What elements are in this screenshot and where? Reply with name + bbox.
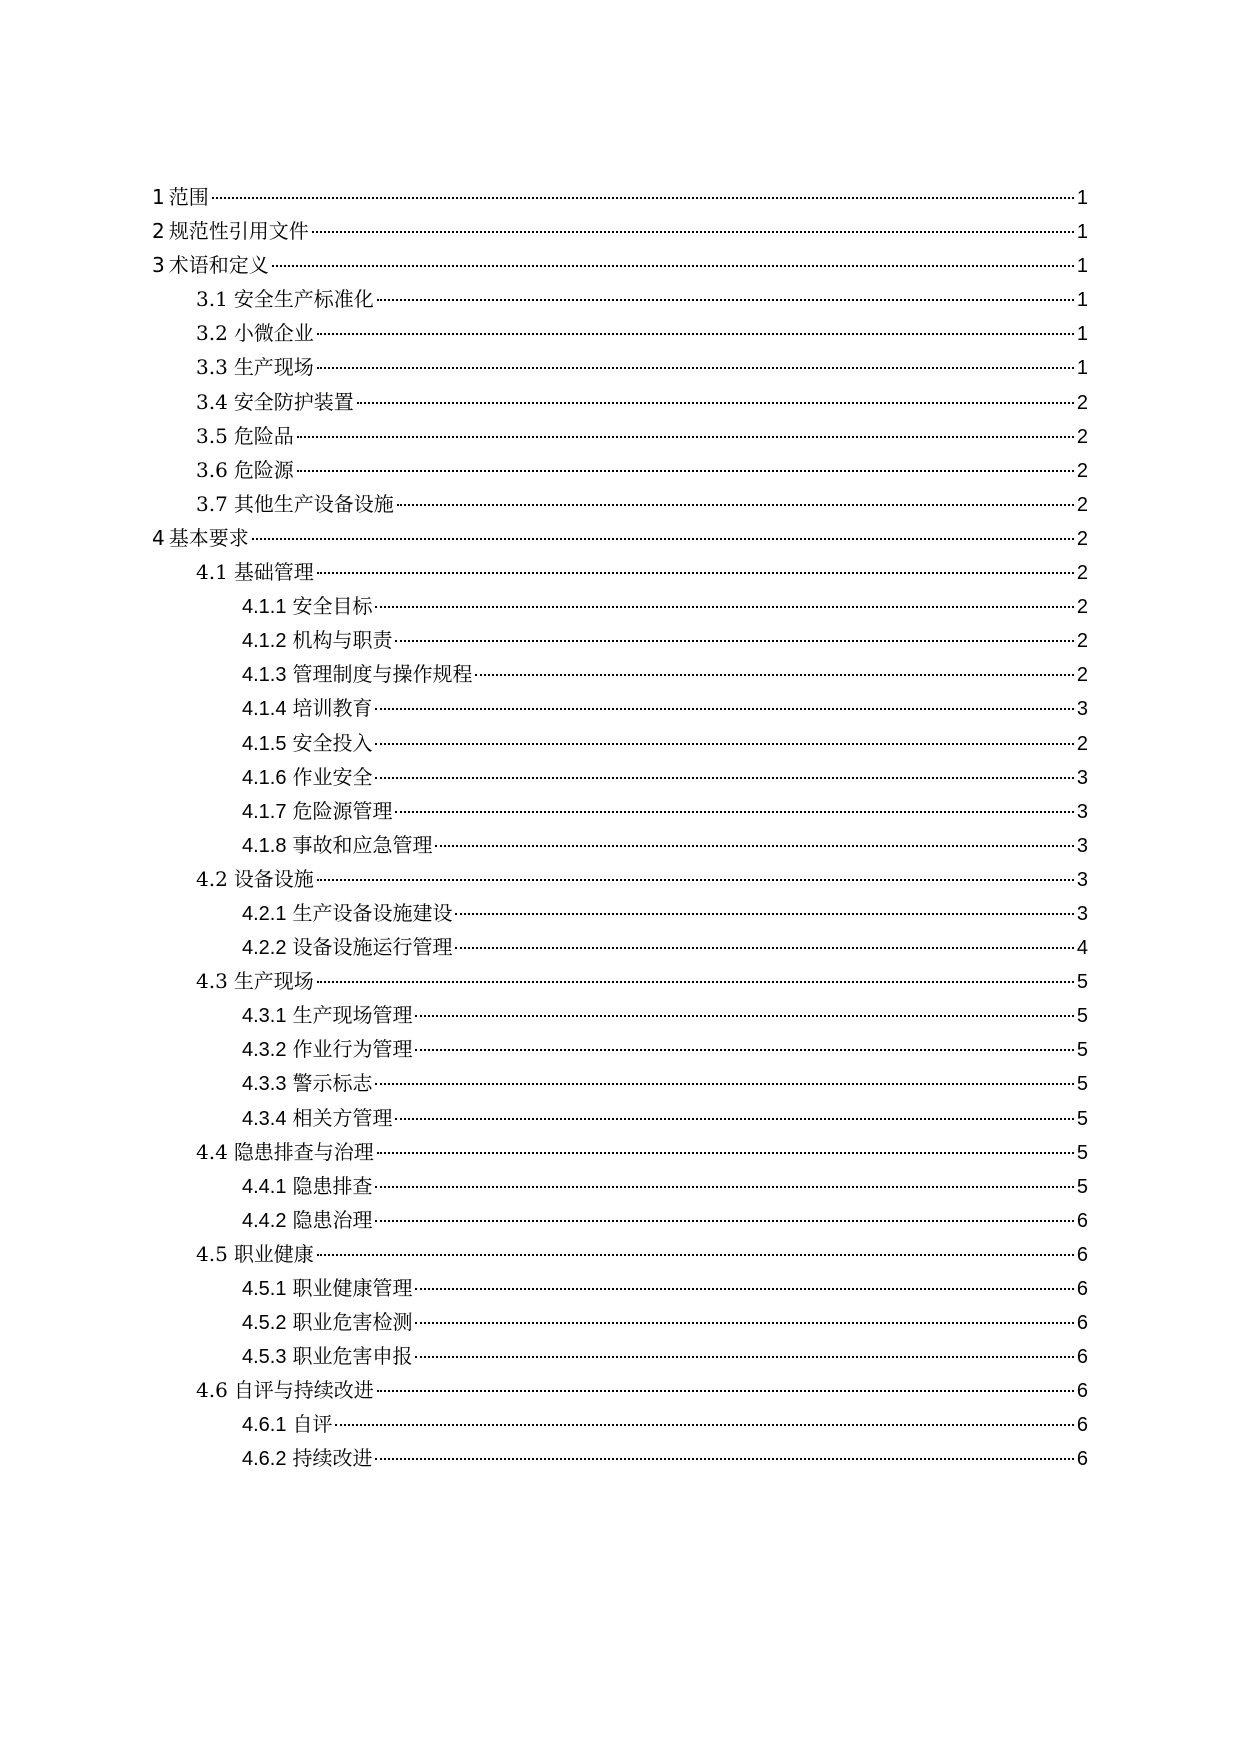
toc-entry-page-number: 1 [1076, 357, 1088, 380]
toc-entry-number: 4.1.1 [242, 596, 287, 619]
toc-entry-number: 4.3.1 [242, 1005, 287, 1028]
toc-entry-title: 隐患治理 [292, 1207, 373, 1232]
toc-entry[interactable] [152, 521, 1088, 555]
toc-entry-page-number: 2 [1076, 527, 1088, 550]
toc-entry[interactable] [152, 794, 1088, 828]
toc-entry-page-number: 6 [1076, 1312, 1088, 1335]
toc-entry-number: 4.6.2 [242, 1448, 287, 1471]
toc-entry-number: 4.3.2 [242, 1039, 287, 1062]
toc-dot-leader [377, 299, 1074, 301]
toc-entry-title: 生产设备设施建设 [292, 900, 453, 925]
toc-dot-leader [375, 1458, 1073, 1460]
toc-entry-page-number: 2 [1076, 596, 1088, 619]
toc-entry-number: 4.1.6 [242, 766, 287, 789]
toc-entry[interactable] [152, 1339, 1088, 1373]
toc-dot-leader [395, 811, 1073, 813]
toc-entry-number: 4.4.2 [242, 1209, 287, 1232]
toc-dot-leader [377, 1152, 1074, 1154]
toc-entry[interactable] [152, 862, 1088, 896]
toc-entry-number: 4.2.2 [242, 937, 287, 960]
toc-entry[interactable] [152, 1441, 1088, 1475]
toc-entry-number: 1 [152, 185, 165, 209]
toc-entry-title: 安全投入 [292, 730, 373, 755]
toc-entry-title: 范围 [168, 185, 209, 209]
toc-entry-title: 警示标志 [292, 1071, 373, 1096]
toc-entry[interactable] [152, 419, 1088, 453]
toc-entry-number: 4.1.7 [242, 800, 287, 823]
toc-entry-number: 4.3.3 [242, 1073, 287, 1096]
toc-entry-title: 危险源 [233, 457, 294, 482]
toc-entry[interactable] [152, 691, 1088, 725]
toc-entry[interactable] [152, 1305, 1088, 1339]
toc-entry[interactable] [152, 1407, 1088, 1441]
toc-dot-leader [317, 367, 1074, 369]
toc-entry-page-number: 6 [1076, 1380, 1088, 1403]
toc-entry-page-number: 3 [1076, 800, 1088, 823]
toc-dot-leader [212, 197, 1074, 199]
toc-entry-page-number: 6 [1076, 1346, 1088, 1369]
toc-entry-title: 职业危害申报 [292, 1344, 413, 1369]
toc-entry-page-number: 5 [1076, 1107, 1088, 1130]
toc-entry-page-number: 6 [1076, 1209, 1088, 1232]
toc-dot-leader [357, 402, 1074, 404]
toc-entry[interactable] [152, 1032, 1088, 1066]
toc-entry-page-number: 1 [1076, 323, 1088, 346]
toc-entry-title: 生产现场 [233, 355, 314, 380]
toc-list [152, 180, 1088, 1476]
toc-entry-page-number: 1 [1076, 221, 1088, 244]
toc-entry-page-number: 1 [1076, 187, 1088, 209]
toc-entry-title: 生产现场管理 [292, 1003, 413, 1028]
toc-entry-page-number: 4 [1076, 937, 1088, 960]
toc-dot-leader [395, 640, 1073, 642]
toc-entry[interactable] [152, 1135, 1088, 1169]
toc-entry-title: 危险源管理 [292, 798, 393, 823]
toc-entry-title: 安全生产标准化 [233, 287, 374, 312]
toc-entry[interactable] [152, 726, 1088, 760]
toc-entry[interactable] [152, 964, 1088, 998]
toc-entry-title: 相关方管理 [292, 1105, 393, 1130]
toc-entry-page-number: 2 [1076, 459, 1088, 482]
toc-entry-number: 3.1 [196, 287, 228, 312]
toc-entry-title: 危险品 [233, 423, 294, 448]
toc-entry-title: 作业行为管理 [292, 1037, 413, 1062]
toc-entry-title: 持续改进 [292, 1446, 373, 1471]
toc-dot-leader [377, 1390, 1074, 1392]
toc-entry[interactable] [152, 1101, 1088, 1135]
toc-entry[interactable] [152, 1066, 1088, 1100]
toc-dot-leader [335, 1424, 1073, 1426]
toc-dot-leader [317, 572, 1074, 574]
toc-entry[interactable] [152, 316, 1088, 350]
toc-entry-title: 职业危害检测 [292, 1310, 413, 1335]
toc-entry-page-number: 3 [1076, 834, 1088, 857]
toc-entry-title: 职业健康管理 [292, 1276, 413, 1300]
toc-dot-leader [375, 606, 1073, 608]
toc-entry-number: 4.1.4 [242, 698, 287, 721]
toc-entry-page-number: 3 [1076, 766, 1088, 789]
toc-dot-leader [375, 743, 1073, 745]
toc-entry[interactable] [152, 453, 1088, 487]
toc-dot-leader [317, 333, 1074, 335]
toc-dot-leader [415, 1356, 1073, 1358]
toc-entry[interactable] [152, 589, 1088, 623]
toc-dot-leader [317, 981, 1074, 983]
toc-entry[interactable] [152, 248, 1088, 282]
toc-dot-leader [395, 1118, 1073, 1120]
table-of-contents [152, 180, 1088, 1476]
toc-entry-title: 隐患排查 [292, 1173, 373, 1198]
toc-entry[interactable] [152, 487, 1088, 521]
toc-dot-leader [297, 470, 1074, 472]
toc-entry-page-number: 6 [1076, 1414, 1088, 1437]
toc-entry[interactable] [152, 896, 1088, 930]
toc-entry-title: 机构与职责 [292, 628, 393, 653]
toc-entry-number: 3 [152, 253, 165, 278]
toc-dot-leader [317, 879, 1074, 881]
toc-dot-leader [415, 1049, 1073, 1051]
toc-entry-page-number: 2 [1076, 425, 1088, 448]
toc-entry-number: 3.7 [196, 491, 228, 516]
toc-dot-leader [435, 845, 1073, 847]
toc-entry-number: 3.5 [196, 423, 228, 448]
toc-entry-number: 3.6 [196, 457, 228, 482]
toc-dot-leader [375, 777, 1073, 779]
toc-entry-title: 其他生产设备设施 [233, 491, 394, 516]
toc-entry[interactable] [152, 385, 1088, 419]
toc-dot-leader [415, 1322, 1073, 1324]
toc-entry-page-number: 5 [1076, 971, 1088, 994]
toc-entry-page-number: 1 [1076, 289, 1088, 312]
toc-entry-title: 自评 [292, 1412, 333, 1437]
toc-entry-number: 4.1.8 [242, 834, 287, 857]
toc-entry-page-number: 5 [1076, 1005, 1088, 1028]
toc-entry-number: 4.1.3 [242, 664, 287, 687]
toc-entry-title: 培训教育 [292, 696, 373, 721]
toc-entry-title: 安全防护装置 [233, 389, 354, 414]
toc-entry[interactable] [152, 657, 1088, 691]
toc-entry-title: 生产现场 [233, 969, 314, 994]
toc-entry[interactable] [152, 214, 1088, 248]
toc-entry-title: 术语和定义 [168, 253, 269, 278]
toc-dot-leader [475, 674, 1073, 676]
toc-entry[interactable] [152, 180, 1088, 214]
toc-dot-leader [397, 504, 1074, 506]
toc-entry-number: 3.4 [196, 389, 228, 414]
toc-entry-number: 3.3 [196, 355, 228, 380]
toc-entry[interactable] [152, 282, 1088, 316]
toc-entry-page-number: 5 [1076, 1175, 1088, 1198]
toc-entry[interactable] [152, 350, 1088, 384]
toc-entry-page-number: 2 [1076, 562, 1088, 585]
toc-entry[interactable] [152, 930, 1088, 964]
toc-entry-page-number: 2 [1076, 664, 1088, 687]
toc-entry-number: 4.1.2 [242, 630, 287, 653]
toc-entry-title: 管理制度与操作规程 [292, 662, 473, 687]
toc-entry-title: 事故和应急管理 [292, 832, 433, 857]
toc-entry[interactable] [152, 1373, 1088, 1407]
toc-entry-number: 4.5 [196, 1241, 228, 1266]
toc-entry-number: 4.2 [196, 866, 228, 891]
toc-entry-number: 4.4 [196, 1139, 228, 1164]
toc-entry-number: 4.3.4 [242, 1107, 287, 1130]
toc-entry-page-number: 3 [1076, 902, 1088, 925]
toc-entry-title: 小微企业 [233, 321, 314, 346]
toc-entry[interactable] [152, 555, 1088, 589]
toc-entry-number: 3.2 [196, 321, 228, 346]
toc-entry-page-number: 2 [1076, 732, 1088, 755]
toc-entry[interactable] [152, 1271, 1088, 1305]
toc-entry-page-number: 2 [1076, 630, 1088, 653]
toc-entry-title: 安全目标 [292, 594, 373, 619]
toc-entry[interactable] [152, 828, 1088, 862]
toc-entry-page-number: 2 [1076, 493, 1088, 516]
toc-dot-leader [375, 1186, 1073, 1188]
toc-entry-number: 4.6 [196, 1378, 228, 1403]
toc-entry[interactable] [152, 1203, 1088, 1237]
toc-entry-number: 4.5.1 [242, 1278, 287, 1300]
toc-dot-leader [375, 1220, 1073, 1222]
toc-entry-page-number: 5 [1076, 1039, 1088, 1062]
toc-entry-page-number: 5 [1076, 1141, 1088, 1164]
toc-entry-title: 基础管理 [233, 560, 314, 585]
toc-entry[interactable] [152, 760, 1088, 794]
toc-entry-number: 4.6.1 [242, 1414, 287, 1437]
toc-entry-title: 作业安全 [292, 764, 373, 789]
toc-dot-leader [375, 1083, 1073, 1085]
toc-entry[interactable] [152, 1169, 1088, 1203]
toc-entry-number: 4.5.2 [242, 1312, 287, 1335]
toc-entry-title: 规范性引用文件 [168, 219, 309, 244]
toc-entry-page-number: 3 [1076, 868, 1088, 891]
toc-dot-leader [375, 708, 1073, 710]
toc-entry-page-number: 3 [1076, 698, 1088, 721]
toc-dot-leader [272, 265, 1074, 267]
toc-entry[interactable] [152, 623, 1088, 657]
toc-dot-leader [455, 913, 1073, 915]
toc-entry-number: 4.2.1 [242, 902, 287, 925]
toc-entry-page-number: 6 [1076, 1448, 1088, 1471]
toc-entry-page-number: 1 [1076, 255, 1088, 278]
toc-dot-leader [252, 538, 1074, 540]
toc-entry-title: 基本要求 [168, 525, 249, 550]
toc-dot-leader [297, 436, 1074, 438]
toc-entry-page-number: 6 [1076, 1278, 1088, 1300]
toc-entry-title: 职业健康 [233, 1241, 314, 1266]
toc-entry-number: 4.5.3 [242, 1346, 287, 1369]
toc-dot-leader [317, 1254, 1074, 1256]
toc-entry-number: 4.3 [196, 969, 228, 994]
toc-entry-title: 设备设施 [233, 866, 314, 891]
toc-entry[interactable] [152, 998, 1088, 1032]
toc-entry-page-number: 5 [1076, 1073, 1088, 1096]
toc-entry-number: 4.1 [196, 560, 228, 585]
toc-entry-number: 2 [152, 219, 165, 244]
toc-entry-page-number: 6 [1076, 1243, 1088, 1266]
toc-entry-page-number: 2 [1076, 391, 1088, 414]
toc-entry[interactable] [152, 1237, 1088, 1271]
toc-entry-title: 设备设施运行管理 [292, 935, 453, 960]
toc-dot-leader [415, 1288, 1073, 1290]
toc-dot-leader [312, 231, 1074, 233]
toc-dot-leader [455, 947, 1073, 949]
toc-entry-number: 4 [152, 525, 165, 550]
toc-dot-leader [415, 1015, 1073, 1017]
toc-entry-number: 4.1.5 [242, 732, 287, 755]
toc-entry-title: 自评与持续改进 [233, 1378, 374, 1403]
toc-entry-title: 隐患排查与治理 [233, 1139, 374, 1164]
toc-entry-number: 4.4.1 [242, 1175, 287, 1198]
